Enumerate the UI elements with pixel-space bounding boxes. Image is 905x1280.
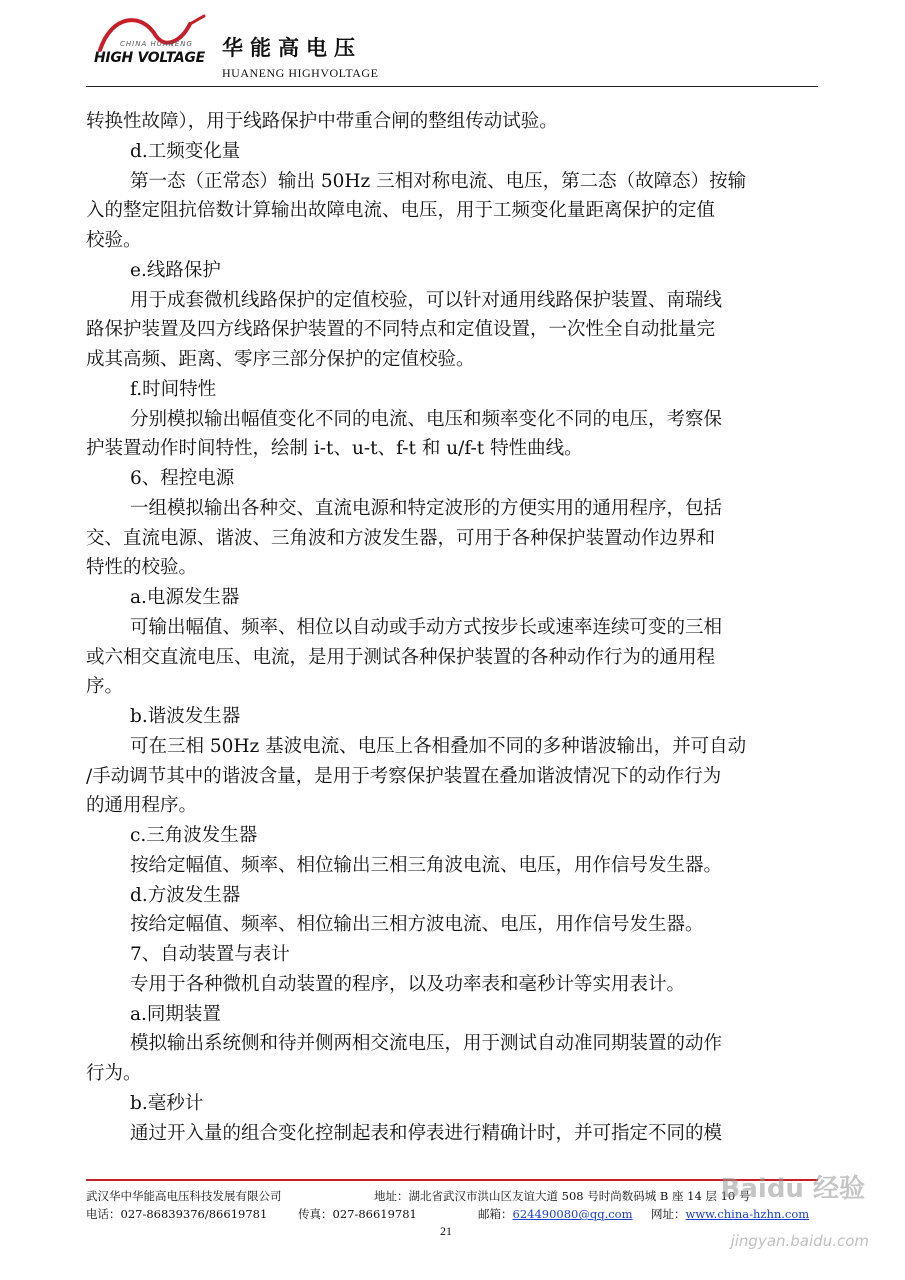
- text-line: b.谐波发生器: [130, 706, 241, 727]
- watermark-url: jingyan.baidu.com: [730, 1232, 869, 1250]
- text-line: 按给定幅值、频率、相位输出三相三角波电流、电压，用作信号发生器。: [130, 854, 723, 876]
- page-header: [0, 0, 905, 90]
- text-line: /手动调节其中的谐波含量，是用于考察保护装置在叠加谐波情况下的动作行为: [86, 765, 722, 787]
- text-line: c.三角波发生器: [130, 825, 258, 846]
- text-line: 一组模拟输出各种交、直流电源和特定波形的方便实用的通用程序，包括: [130, 497, 723, 519]
- footer-company: 武汉华中华能高电压科技发展有限公司: [86, 1189, 282, 1203]
- text-line: 第一态（正常态）输出 50Hz 三相对称电流、电压，第二态（故障态）按输: [130, 170, 747, 192]
- logo-main-text: HIGH VOLTAGE: [94, 50, 205, 66]
- text-line: 路保护装置及四方线路保护装置的不同特点和定值设置，一次性全自动批量完: [86, 319, 716, 341]
- text-line: 转换性故障），用于线路保护中带重合闸的整组传动试验。: [86, 111, 558, 132]
- text-line: 专用于各种微机自动装置的程序，以及功率表和毫秒计等实用表计。: [130, 973, 686, 995]
- header-divider: [86, 86, 818, 87]
- text-line: 分别模拟输出幅值变化不同的电流、电压和频率变化不同的电压，考察保: [130, 408, 723, 430]
- brand-english-name: HUANENG HIGHVOLTAGE: [222, 66, 379, 80]
- company-logo: [94, 10, 214, 76]
- footer-phone: 电话：027-86839376/86619781: [86, 1207, 268, 1221]
- text-line: 的通用程序。: [86, 795, 198, 817]
- text-line: b.毫秒计: [130, 1092, 204, 1114]
- text-line: 校验。: [86, 230, 142, 251]
- footer-address: 地址：湖北省武汉市洪山区友谊大道 508 号时尚数码城 B 座 14 层 10 号: [374, 1189, 751, 1203]
- text-line: 成其高频、距离、零序三部分保护的定值校验。: [86, 349, 475, 370]
- text-line: 用于成套微机线路保护的定值校验，可以针对通用线路保护装置、南瑞线: [130, 289, 723, 311]
- text-line: 行为。: [86, 1063, 142, 1084]
- footer-email-label: 邮箱：: [478, 1207, 513, 1221]
- footer-email-link[interactable]: 624490080@qq.com: [512, 1207, 633, 1221]
- text-line: 模拟输出系统侧和待并侧两相交流电压，用于测试自动准同期装置的动作: [130, 1033, 723, 1055]
- text-line: 通过开入量的组合变化控制起表和停表进行精确计时，并可指定不同的模: [130, 1122, 723, 1144]
- text-line: d.工频变化量: [130, 140, 241, 162]
- text-line: d.方波发生器: [130, 884, 241, 906]
- text-line: 交、直流电源、谐波、三角波和方波发生器，可用于各种保护装置动作边界和: [86, 527, 716, 549]
- text-line: 特性的校验。: [86, 557, 198, 579]
- footer-email: [478, 1206, 633, 1222]
- text-line: 可在三相 50Hz 基波电流、电压上各相叠加不同的多种谐波输出，并可自动: [130, 735, 747, 757]
- text-line: 按给定幅值、频率、相位输出三相方波电流、电压，用作信号发生器。: [130, 914, 704, 936]
- text-line: e.线路保护: [130, 259, 221, 281]
- logo-small-text: CHINA HUANENG: [120, 40, 193, 48]
- text-line: 入的整定阻抗倍数计算输出故障电流、电压，用于工频变化量距离保护的定值: [86, 200, 716, 222]
- document-body: [86, 107, 818, 1148]
- text-line: f.时间特性: [130, 378, 217, 400]
- text-line: 6、程控电源: [130, 468, 235, 489]
- watermark-logo: Baidu 经验: [720, 1174, 865, 1204]
- text-line: a.同期装置: [130, 1003, 221, 1025]
- text-line: 7、自动装置与表计: [130, 944, 290, 965]
- text-line: 护装置动作时间特性，绘制 i-t、u-t、f-t 和 u/f-t 特性曲线。: [86, 438, 583, 460]
- text-line: 可输出幅值、频率、相位以自动或手动方式按步长或速率连续可变的三相: [130, 616, 723, 638]
- text-line: a.电源发生器: [130, 587, 240, 608]
- footer-web-label: 网址：: [651, 1207, 686, 1221]
- footer-web-link[interactable]: www.china-hzhn.com: [685, 1207, 810, 1221]
- footer-fax: 传真：027-86619781: [298, 1207, 417, 1221]
- text-line: 或六相交直流电压、电流，是用于测试各种保护装置的各种动作行为的通用程: [86, 646, 716, 668]
- text-line: 序。: [86, 676, 124, 698]
- footer-divider: [86, 1179, 818, 1181]
- brand-chinese-name: 华能高电压: [222, 36, 362, 60]
- page-number: 21: [440, 1224, 452, 1238]
- footer-web: [651, 1206, 809, 1222]
